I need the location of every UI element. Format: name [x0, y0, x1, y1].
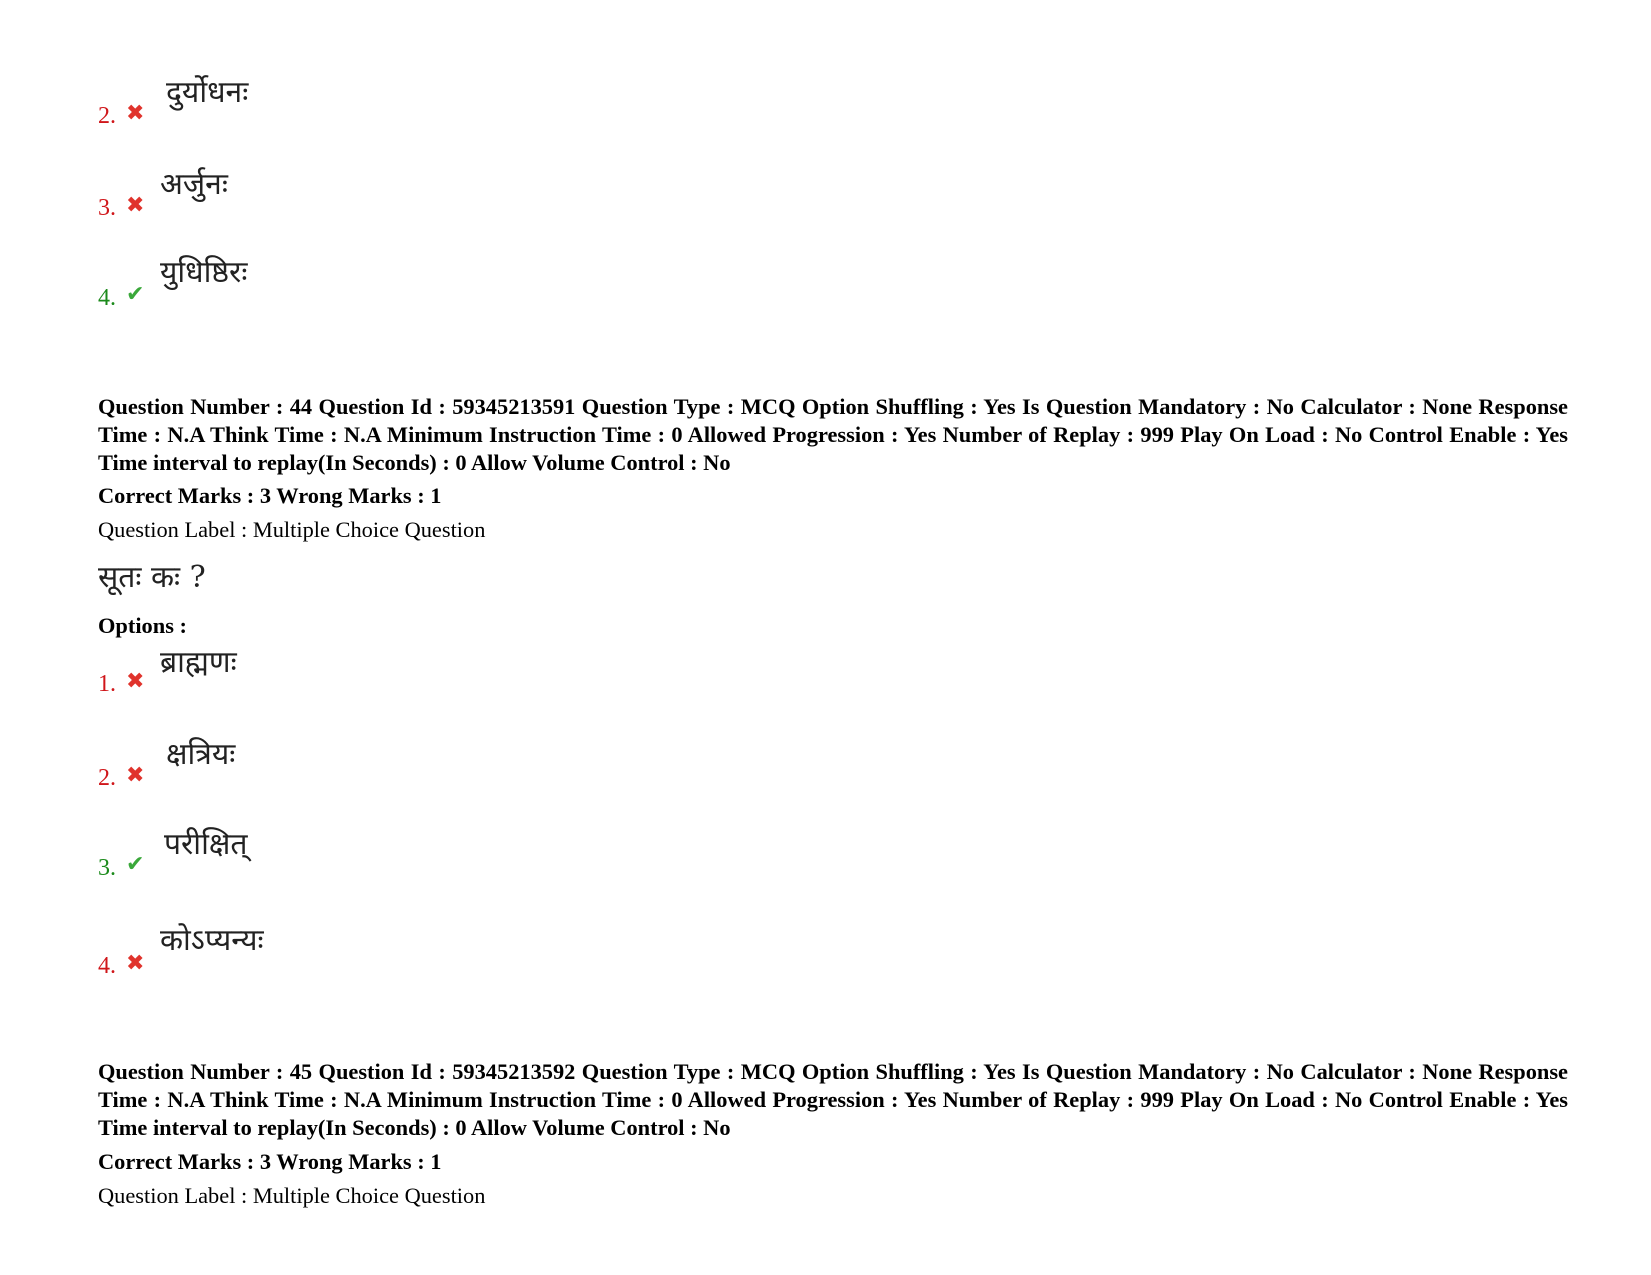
question-45-meta: Question Number : 45 Question Id : 59345213592 Question Type : MCQ Option Shuffling : Yes Is Question Mandatory : No Calculator : None Response Time : N.A Think Time : N.A Minimum Instruction Time : 0 Allowed Progression : Yes Number of Replay : 999 Play On Load : No Control Enable : Yes Time interval to replay(In Seconds) : 0 Allow Volume Control : No — [98, 1059, 1568, 1140]
option-text: परीक्षित् — [164, 827, 248, 862]
question-44-marks: Correct Marks : 3 Wrong Marks : 1 — [98, 483, 442, 508]
option-text: दुर्योधनः — [166, 75, 249, 110]
option-text: ब्राह्मणः — [160, 645, 237, 680]
option-44-2 — [98, 738, 698, 798]
question-45-label: Question Label : Multiple Choice Question — [98, 1183, 486, 1208]
question-44-meta: Question Number : 44 Question Id : 59345213591 Question Type : MCQ Option Shuffling : Yes Is Question Mandatory : No Calculator : None Response Time : N.A Think Time : N.A Minimum Instruction Time : 0 Allowed Progression : Yes Number of Replay : 999 Play On Load : No Control Enable : Yes Time interval to replay(In Seconds) : 0 Allow Volume Control : No — [98, 394, 1568, 475]
option-text: क्षत्रियः — [166, 737, 236, 772]
check-icon: ✔ — [126, 282, 145, 307]
question-44-text: सूतः कः ? — [98, 560, 206, 595]
cross-icon: ✖ — [126, 763, 145, 788]
option-text: अर्जुनः — [160, 167, 228, 202]
option-prev-4 — [98, 254, 698, 314]
question-44-label: Question Label : Multiple Choice Question — [98, 517, 486, 542]
option-44-1 — [98, 646, 698, 706]
option-number: 4. — [98, 285, 116, 311]
question-45-marks: Correct Marks : 3 Wrong Marks : 1 — [98, 1149, 442, 1174]
option-44-3 — [98, 827, 698, 890]
option-prev-2 — [98, 72, 698, 132]
question-44-options-heading: Options : — [98, 613, 187, 638]
option-44-4 — [98, 924, 698, 984]
option-number: 1. — [98, 671, 116, 697]
option-text: कोऽप्यन्यः — [160, 923, 264, 958]
option-number: 3. — [98, 195, 116, 221]
option-prev-3 — [98, 164, 698, 224]
cross-icon: ✖ — [126, 951, 145, 976]
option-number: 2. — [98, 103, 116, 129]
option-number: 4. — [98, 953, 116, 979]
option-number: 3. — [98, 855, 116, 881]
check-icon: ✔ — [126, 852, 145, 877]
cross-icon: ✖ — [126, 193, 145, 218]
cross-icon: ✖ — [126, 101, 145, 126]
option-number: 2. — [98, 765, 116, 791]
cross-icon: ✖ — [126, 669, 145, 694]
option-text: युधिष्ठिरः — [160, 255, 248, 290]
